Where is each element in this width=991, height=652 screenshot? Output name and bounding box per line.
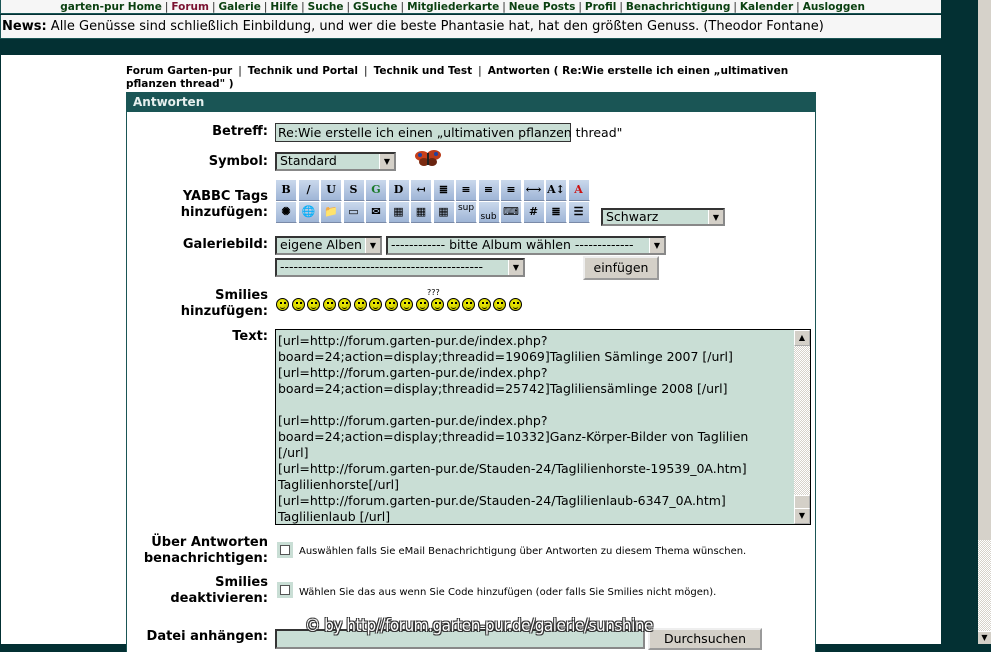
gallery-source-select[interactable] <box>275 236 382 255</box>
breadcrumb-current: Antworten ( Re:Wie erstelle ich einen „ultimativen pflanzen thread" ) <box>126 65 789 90</box>
nosmilies-checkbox[interactable] <box>277 582 293 598</box>
nav-separator: | <box>796 1 800 13</box>
news-text: Alle Genüsse sind schließlich Einbildung, und wer die beste Phantasie hat, hat den größten Genuss. (Theodor Fontane) <box>50 19 824 34</box>
table-icon[interactable]: ▦ <box>389 202 410 223</box>
butterfly-icon <box>415 150 441 168</box>
smiley-angry-icon[interactable] <box>338 298 351 311</box>
symbol-select-value: Standard <box>280 153 337 168</box>
tags-label-line2: hinzufügen: <box>180 205 268 220</box>
tags-label-line1: YABBC Tags <box>182 189 268 204</box>
nav-separator: | <box>733 1 737 13</box>
breadcrumb-separator: | <box>364 65 368 77</box>
shadow-icon[interactable]: D <box>389 180 410 201</box>
nav-link-suche[interactable]: Suche <box>307 1 344 13</box>
table-row-icon[interactable]: ▦ <box>411 202 432 223</box>
nav-link-forum[interactable]: Forum <box>171 1 209 13</box>
horizontal-rule-icon[interactable]: ⟷ <box>524 180 545 201</box>
bold-icon[interactable]: B <box>276 180 297 201</box>
nav-link-neue-posts[interactable]: Neue Posts <box>508 1 576 13</box>
notify-label-line2: benachrichtigen: <box>143 551 268 566</box>
gallery-album-select[interactable] <box>386 236 666 255</box>
chevron-down-icon: ▼ <box>708 210 723 224</box>
notify-label <box>128 535 268 567</box>
nav-separator: | <box>301 1 305 13</box>
quote-icon[interactable]: ≣ <box>546 202 567 223</box>
breadcrumb-technik-test[interactable]: Technik und Test <box>373 65 473 77</box>
text-label: Text: <box>232 329 268 344</box>
smiley-shocked-icon[interactable] <box>369 298 382 311</box>
nav-separator: | <box>578 1 582 13</box>
teletype-icon[interactable]: ⌨ <box>501 202 522 223</box>
list-icon[interactable]: ☰ <box>569 202 590 223</box>
message-text[interactable]: [url=http://forum.garten-pur.de/index.php? board=24;action=display;threadid=19069]Taglilien Sämlinge 2007 [/url] [url=http://forum.garten-pur.de/index.php? board=24;action=display;threadid=25742]Tagliliensämlinge 2008 [/url] [url=http://forum.garten-pur.de/index.php? board=24;action=display;threadid=10332]Ganz-Körper-Bilder von Taglilien [/url] [url=http://forum.garten-pur.de/Stauden-24/Taglilienhorste-19539_0A.htm] Taglilienhorste[/url] [url=http://forum.garten-pur.de/Stauden-24/Taglilienlaub-6347_0A.htm] Taglilienlaub [/url] <box>278 333 749 524</box>
strikethrough-icon[interactable]: S <box>344 180 365 201</box>
smiley-smiley-icon[interactable] <box>276 298 289 311</box>
nav-link-hilfe[interactable]: Hilfe <box>270 1 299 13</box>
align-center-icon[interactable]: ≡ <box>479 180 500 201</box>
news-bar <box>0 15 941 39</box>
notify-label-line1: Über Antworten <box>151 535 268 550</box>
smiley-lipsrsealed-icon[interactable] <box>462 298 475 311</box>
breadcrumb <box>126 65 806 91</box>
gallery-label: Galeriebild: <box>182 237 268 252</box>
nosmilies-hint: Wählen Sie das aus wenn Sie Code hinzufügen (oder falls Sie Smilies nicht mögen). <box>299 587 717 598</box>
nav-separator: | <box>502 1 506 13</box>
chevron-down-icon: ▼ <box>379 154 394 169</box>
gallery-image-select[interactable] <box>275 258 525 277</box>
message-textarea[interactable] <box>275 329 811 525</box>
copyright-watermark: © by http//forum.garten-pur.de/galerie/sunshine <box>305 616 653 636</box>
nav-link-gsuche[interactable]: GSuche <box>353 1 398 13</box>
nav-link-garten-pur-home[interactable]: garten-pur Home <box>60 1 162 13</box>
tags-label <box>128 189 268 221</box>
nav-separator: | <box>346 1 351 13</box>
hyperlink-icon[interactable]: 🌐 <box>299 202 320 223</box>
nav-link-ausloggen[interactable]: Ausloggen <box>802 1 865 13</box>
nosmilies-label-line1: Smilies <box>215 575 268 590</box>
top-navigation <box>0 0 941 14</box>
scroll-down-icon[interactable]: ▼ <box>794 508 810 524</box>
smilies-label <box>128 288 268 320</box>
align-left-icon[interactable]: ≡ <box>456 180 477 201</box>
chevron-down-icon: ▼ <box>649 238 664 253</box>
glow-icon[interactable]: G <box>366 180 387 201</box>
underline-icon[interactable]: U <box>321 180 342 201</box>
breadcrumb-technik-portal[interactable]: Technik und Portal <box>247 65 359 77</box>
gallery-source-value: eigene Alben <box>280 237 362 252</box>
nav-separator: | <box>211 1 216 13</box>
nav-link-profil[interactable]: Profil <box>584 1 617 13</box>
nav-separator: | <box>400 1 405 13</box>
nav-separator: | <box>164 1 169 13</box>
ftp-icon[interactable]: 📁 <box>321 202 342 223</box>
nosmilies-label-line2: deaktivieren: <box>170 591 268 606</box>
textarea-scroll-thumb[interactable] <box>794 495 810 509</box>
chevron-down-icon: ▼ <box>365 238 380 253</box>
smiley-cheesy-icon[interactable] <box>307 298 320 311</box>
panel-title: Antworten <box>126 92 816 112</box>
attach-label: Datei anhängen: <box>146 629 268 644</box>
smiley-grin-icon[interactable] <box>323 298 336 311</box>
font-color-select[interactable] <box>601 208 725 226</box>
nav-link-mitgliederkarte[interactable]: Mitgliederkarte <box>407 1 500 13</box>
news-label: News: <box>2 19 47 34</box>
gallery-image-value: --------------------------------------------- <box>280 259 483 274</box>
smiley-kiss-icon[interactable] <box>493 298 506 311</box>
smiley-sad-icon[interactable] <box>354 298 367 311</box>
window-scrollbar[interactable] <box>978 0 991 631</box>
font-color-select-value: Schwarz <box>606 209 659 224</box>
smilies-label-line2: hinzufügen: <box>180 304 268 319</box>
breadcrumb-separator: | <box>238 65 242 77</box>
symbol-select[interactable] <box>275 152 396 171</box>
chevron-down-icon: ▼ <box>508 260 523 275</box>
breadcrumb-separator: | <box>478 65 482 77</box>
subject-label: Betreff: <box>212 124 268 139</box>
breadcrumb-forum[interactable]: Forum Garten-pur <box>126 65 233 77</box>
huh-caption: ??? <box>427 288 440 297</box>
font-color-icon[interactable]: A <box>569 180 590 201</box>
preformatted-icon[interactable]: ≣ <box>434 180 455 201</box>
smilies-label-line1: Smilies <box>215 288 268 303</box>
scroll-up-icon[interactable]: ▲ <box>794 330 810 346</box>
nav-link-kalender[interactable]: Kalender <box>739 1 794 13</box>
window-scrollbar-track[interactable] <box>978 540 991 631</box>
code-icon[interactable]: # <box>524 202 545 223</box>
italic-icon[interactable]: / <box>299 180 320 201</box>
move-icon[interactable]: ↤ <box>411 180 432 201</box>
subject-input[interactable]: Re:Wie erstelle ich einen „ultimativen pflanzen thread" <box>275 123 571 142</box>
subscript-icon[interactable]: sub <box>479 202 500 223</box>
smiley-wink-icon[interactable] <box>292 298 305 311</box>
nosmilies-label <box>128 575 268 607</box>
symbol-label: Symbol: <box>208 154 268 169</box>
email-icon[interactable]: ✉ <box>366 202 387 223</box>
nav-link-benachrichtigung[interactable]: Benachrichtigung <box>625 1 731 13</box>
notify-checkbox[interactable] <box>277 542 293 558</box>
smiley-cry-icon[interactable] <box>509 298 522 311</box>
nav-separator: | <box>619 1 623 13</box>
gallery-album-value: ------------ bitte Album wählen ------------- <box>391 237 634 252</box>
notify-hint: Auswählen falls Sie eMail Benachrichtigung über Antworten zu diesem Thema wünschen. <box>299 546 747 557</box>
font-size-icon[interactable]: A↕ <box>546 180 567 201</box>
smiley-tongue-icon[interactable] <box>431 298 444 311</box>
table-column-icon[interactable]: ▦ <box>434 202 455 223</box>
smiley-huh-icon[interactable] <box>400 298 413 311</box>
smiley-embarrassed-icon[interactable] <box>447 298 460 311</box>
flash-icon[interactable]: ✺ <box>276 202 297 223</box>
superscript-icon[interactable]: sup <box>456 202 477 223</box>
smiley-cool-icon[interactable] <box>385 298 398 311</box>
image-icon[interactable]: ▭ <box>344 202 365 223</box>
nav-link-galerie[interactable]: Galerie <box>218 1 261 13</box>
smiley-rolleyes-icon[interactable] <box>416 298 429 311</box>
smiley-undecided-icon[interactable] <box>478 298 491 311</box>
browse-button[interactable]: Durchsuchen <box>648 628 762 650</box>
nav-separator: | <box>263 1 268 13</box>
align-right-icon[interactable]: ≡ <box>501 180 522 201</box>
insert-button[interactable]: einfügen <box>583 256 659 280</box>
window-scroll-down-button[interactable]: ▼ <box>978 631 991 644</box>
